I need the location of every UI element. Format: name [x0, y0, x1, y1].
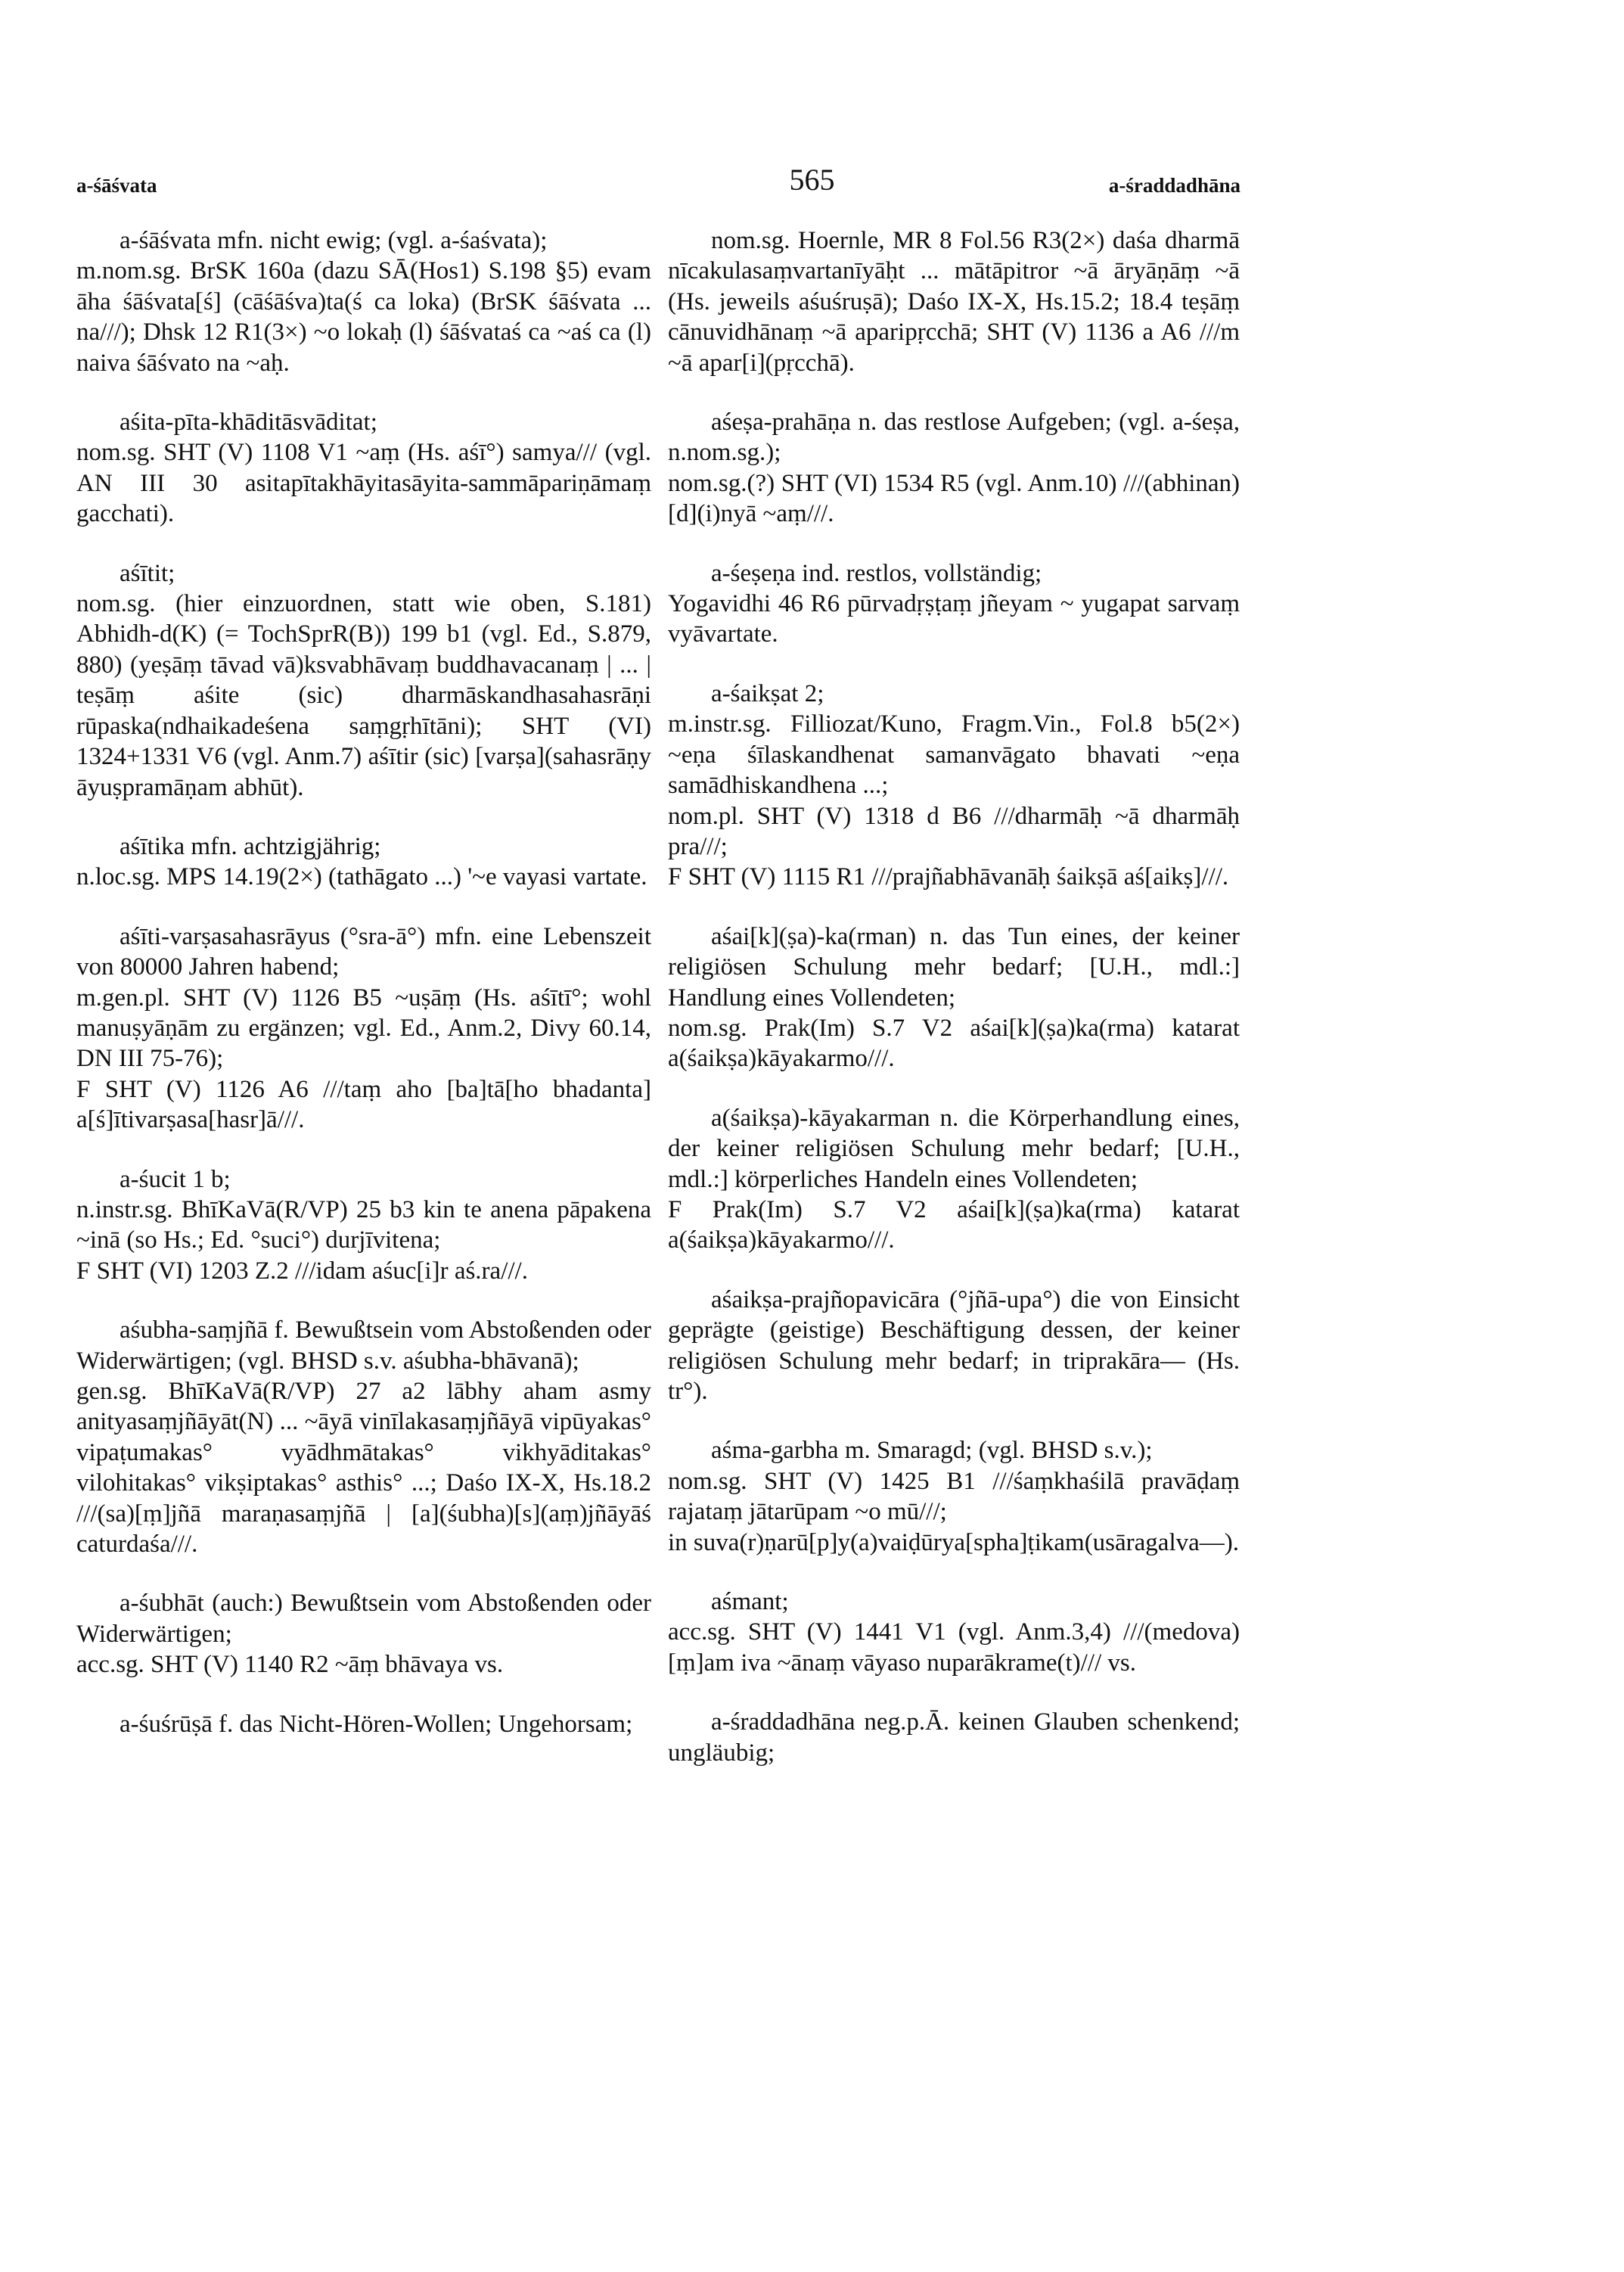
entry-citation: gen.sg. BhīKaVā(R/VP) 27 a2 lābhy aham asmy anityasaṃjñāyāt(N) ... ~āyā vinīlakasaṃjñāyā vipūyakas° vipaṭumakas° vyādhmātakas° vikhyāditakas° vilohitakas° vikṣiptakas° asthis° ...; Daśo IX-X, Hs.18.2 ///(sa)[ṃ]jñā maraṇasaṃjñā | [a](śubha)[s](aṃ)jñāyāś caturdaśa///.: [76, 1378, 651, 1559]
dictionary-entry: [76, 558, 651, 803]
entry-citation: m.instr.sg. Filliozat/Kuno, Fragm.Vin., Fol.8 b5(2×) ~eṇa śīlaskandhenat samanvāgato bhavati ~eṇa samādhiskandhena ...;: [668, 710, 1240, 800]
dictionary-entry: [76, 1164, 651, 1287]
dictionary-entry: [668, 1435, 1240, 1558]
entry-headline: a(śaikṣa)-kāyakarman n. die Körperhandlung eines, der keiner religiösen Schulung mehr bedarf; [U.H., mdl.:] körperliches Handeln eines Vollendeten;: [668, 1104, 1240, 1193]
running-head-right: a-śraddadhāna: [1108, 174, 1241, 197]
dictionary-entry: [668, 225, 1240, 378]
entry-citation: acc.sg. SHT (V) 1140 R2 ~āṃ bhāvaya vs.: [76, 1651, 504, 1679]
entry-headline: aśma-garbha m. Smaragd; (vgl. BHSD s.v.);: [711, 1437, 1153, 1465]
entry-citation: m.gen.pl. SHT (V) 1126 B5 ~uṣāṃ (Hs. aśītī°; wohl manuṣyāṇām zu ergänzen; vgl. Ed., Anm.2, Divy 60.14, DN III 75-76);: [76, 984, 651, 1073]
entry-citation: F Prak(Im) S.7 V2 aśai[k](ṣa)ka(rma) katarat a(śaikṣa)kāyakarmo///.: [668, 1195, 1240, 1254]
entry-citation: in suva(r)ṇarū[p]y(a)vaiḍūrya[spha]ṭikam(usāragalva—).: [668, 1528, 1240, 1556]
entry-headline: a-śuśrūṣā f. das Nicht-Hören-Wollen; Ungehorsam;: [120, 1710, 633, 1738]
entry-headline: a-śeṣeṇa ind. restlos, vollständig;: [711, 559, 1042, 587]
dictionary-entry: [76, 1709, 651, 1739]
running-head-left: a-śāśvata: [76, 174, 157, 197]
dictionary-entry: [76, 1315, 651, 1559]
page-number: 565: [789, 163, 835, 197]
entry-citation: nom.sg. SHT (V) 1425 B1 ///śaṃkhaśilā pravāḍaṃ rajataṃ jātarūpam ~o mū///;: [668, 1467, 1240, 1526]
running-header: [0, 160, 1624, 206]
entry-headline: nom.sg. Hoernle, MR 8 Fol.56 R3(2×) daśa dharmā nīcakulasaṃvartanīyāḥt ... mātāpitror ~ā āryāṇāṃ ~ā (Hs. jeweils aśuśruṣā); Daśo IX-X, Hs.15.2; 18.4 teṣāṃ cānuvidhānaṃ ~ā aparipṛcchā; SHT (V) 1136 a A6 ///m ~ā apar[i](pṛcchā).: [668, 227, 1240, 377]
dictionary-entry: [76, 407, 651, 530]
entry-headline: a-śraddadhāna neg.p.Ā. keinen Glauben schenkend; ungläubig;: [668, 1708, 1240, 1767]
entry-headline: aśai[k](ṣa)-ka(rman) n. das Tun eines, der keiner religiösen Schulung mehr bedarf; [U.H., mdl.:] Handlung eines Vollendeten;: [668, 922, 1240, 1012]
entry-headline: aśita-pīta-khāditāsvāditat;: [120, 409, 377, 437]
entry-citation: F SHT (V) 1126 A6 ///taṃ aho [ba]tā[ho bhadanta] a[ś]ītivarṣasa[hasr]ā///.: [76, 1075, 651, 1134]
entry-citation: nom.pl. SHT (V) 1318 d B6 ///dharmāḥ ~ā dharmāḥ pra///;: [668, 802, 1240, 860]
entry-headline: a-śāśvata mfn. nicht ewig; (vgl. a-śaśvata);: [120, 227, 548, 254]
dictionary-entry: [76, 922, 651, 1136]
entry-citation: nom.sg. SHT (V) 1108 V1 ~aṃ (Hs. aśī°) samya/// (vgl. AN III 30 asitapītakhāyitasāyita-sammāpariṇāmaṃ gacchati).: [76, 439, 651, 528]
entry-headline: aśaikṣa-prajñopavicāra (°jñā-upa°) die von Einsicht geprägte (geistige) Beschäftigung dessen, der keiner religiösen Schulung mehr bedarf; in triprakāra— (Hs. tr°).: [668, 1285, 1240, 1405]
dictionary-entry: [76, 225, 651, 378]
entry-citation: n.instr.sg. BhīKaVā(R/VP) 25 b3 kin te anena pāpakena ~inā (so Hs.; Ed. °suci°) durjīvitena;: [76, 1195, 651, 1254]
dictionary-entry: [668, 1103, 1240, 1256]
entry-headline: aśubha-saṃjñā f. Bewußtsein vom Abstoßenden oder Widerwärtigen; (vgl. BHSD s.v. aśubha-bhāvanā);: [76, 1316, 651, 1375]
entry-headline: aśeṣa-prahāṇa n. das restlose Aufgeben; (vgl. a-śeṣa, n.nom.sg.);: [668, 409, 1240, 467]
entry-citation: nom.sg. Prak(Im) S.7 V2 aśai[k](ṣa)ka(rma) katarat a(śaikṣa)kāyakarmo///.: [668, 1014, 1240, 1073]
entry-headline: aśīti-varṣasahasrāyus (°sra-ā°) mfn. eine Lebenszeit von 80000 Jahren habend;: [76, 922, 651, 981]
entry-citation: acc.sg. SHT (V) 1441 V1 (vgl. Anm.3,4) ///(medova)[ṃ]am iva ~ānaṃ vāyaso nuparākrame(t)/// vs.: [668, 1618, 1240, 1677]
dictionary-entry: [668, 558, 1240, 650]
entry-citation: n.loc.sg. MPS 14.19(2×) (tathāgato ...) '~e vayasi vartate.: [76, 863, 647, 891]
entry-headline: a-śucit 1 b;: [120, 1165, 231, 1193]
right-column: [668, 225, 1240, 1797]
dictionary-entry: [76, 831, 651, 893]
entry-headline: aśītit;: [120, 559, 175, 587]
entry-citation: nom.sg.(?) SHT (VI) 1534 R5 (vgl. Anm.10) ///(abhinan)[d](i)nyā ~aṃ///.: [668, 469, 1240, 528]
entry-headline: a-śubhāt (auch:) Bewußtsein vom Abstoßenden oder Widerwärtigen;: [76, 1590, 651, 1648]
entry-headline: aśmant;: [711, 1588, 789, 1616]
entry-headline: a-śaikṣat 2;: [711, 679, 824, 707]
dictionary-entry: [668, 407, 1240, 530]
entry-citation: F SHT (V) 1115 R1 ///prajñabhāvanāḥ śaikṣā aś[aikṣ]///.: [668, 863, 1229, 891]
dictionary-entry: [668, 679, 1240, 893]
entry-citation: Yogavidhi 46 R6 pūrvadṛṣṭaṃ jñeyam ~ yugapat sarvaṃ vyāvartate.: [668, 590, 1240, 648]
dictionary-entry: [668, 922, 1240, 1074]
dictionary-entry: [668, 1587, 1240, 1678]
entry-citation: nom.sg. (hier einzuordnen, statt wie oben, S.181) Abhidh-d(K) (= TochSprR(B)) 199 b1 (vgl. Ed., S.879, 880) (yeṣāṃ tāvad vā)ksvabhāvaṃ buddhavacanaṃ | ... | teṣāṃ aśite (sic) dharmāskandhasahasrāṇi rūpaska(ndhaikadeśena saṃgṛhītāni); SHT (VI) 1324+1331 V6 (vgl. Anm.7) aśītir (sic) [varṣa](sahasrāṇy āyuṣpramāṇam abhūt).: [76, 590, 651, 801]
entry-headline: aśītika mfn. achtzigjährig;: [120, 832, 381, 860]
dictionary-entry: [76, 1588, 651, 1680]
left-column: [76, 225, 651, 1768]
dictionary-entry: [668, 1707, 1240, 1768]
entry-citation: F SHT (VI) 1203 Z.2 ///idam aśuc[i]r aś.ra///.: [76, 1257, 528, 1285]
dictionary-entry: [668, 1285, 1240, 1407]
entry-citation: m.nom.sg. BrSK 160a (dazu SĀ(Hos1) S.198 §5) evam āha śāśvata[ś] (cāśāśva)ta(ś ca loka) (BrSK śāśvata ... na///); Dhsk 12 R1(3×) ~o lokaḥ (l) śāśvataś ca ~aś ca (l) naiva śāśvato na ~aḥ.: [76, 257, 651, 377]
